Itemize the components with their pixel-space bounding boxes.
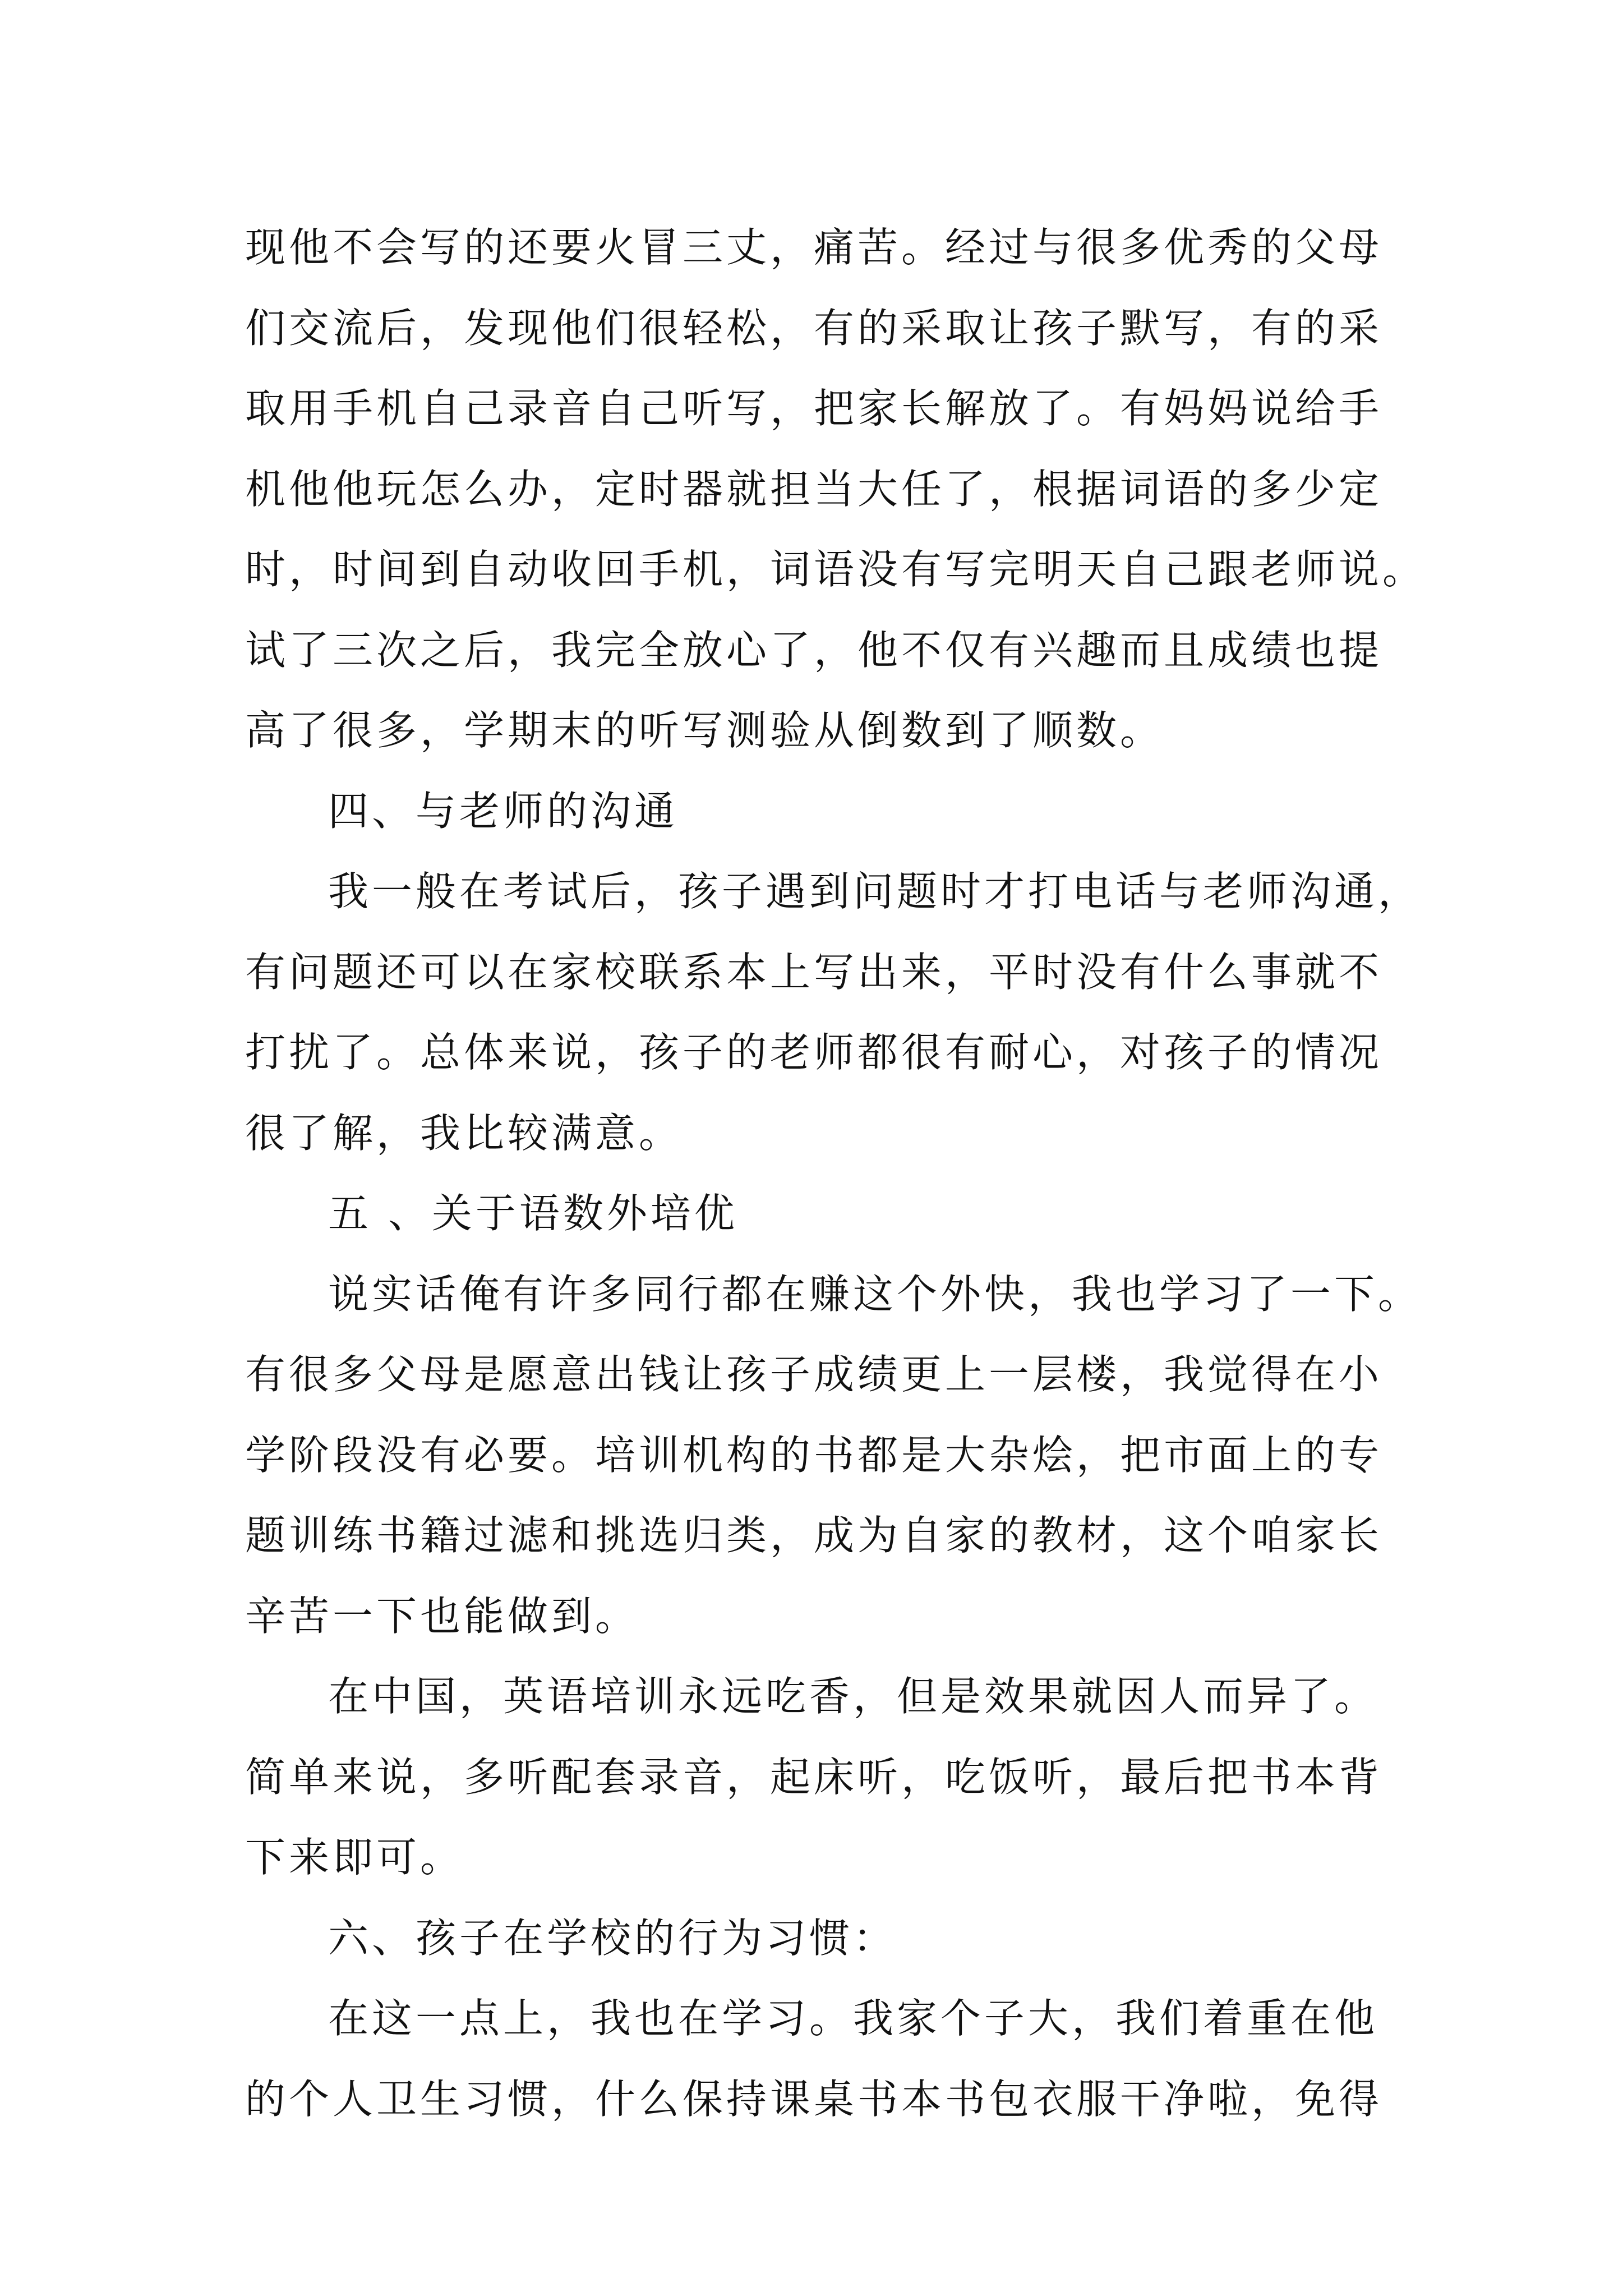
text-line: 在这一点上，我也在学习。我家个子大，我们着重在他 bbox=[328, 1995, 1378, 2042]
section-heading: 四、与老师的沟通 bbox=[328, 787, 679, 835]
section-heading: 六、孩子在学校的行为习惯： bbox=[328, 1914, 897, 1962]
text-line: 在中国，英语培训永远吃香，但是效果就因人而异了。 bbox=[328, 1673, 1378, 1720]
text-line: 很了解，我比较满意。 bbox=[245, 1109, 683, 1157]
text-line: 我一般在考试后，孩子遇到问题时才打电话与老师沟通， bbox=[328, 868, 1422, 915]
text-line: 说实话俺有许多同行都在赚这个外快，我也学习了一下。 bbox=[328, 1270, 1422, 1318]
text-line: 题训练书籍过滤和挑选归类，成为自家的教材，这个咱家长 bbox=[245, 1512, 1383, 1559]
section-heading: 五 、关于语数外培优 bbox=[328, 1190, 738, 1237]
text-line: 们交流后，发现他们很轻松，有的采取让孩子默写，有的采 bbox=[245, 304, 1383, 352]
text-line: 打扰了。总体来说，孩子的老师都很有耐心，对孩子的情况 bbox=[245, 1029, 1383, 1076]
text-line: 机他他玩怎么办，定时器就担当大任了，根据词语的多少定 bbox=[245, 465, 1383, 513]
text-line: 有问题还可以在家校联系本上写出来，平时没有什么事就不 bbox=[245, 948, 1383, 996]
text-line: 时，时间到自动收回手机，词语没有写完明天自己跟老师说。 bbox=[245, 546, 1427, 593]
text-line: 简单来说，多听配套录音，起床听，吃饭听，最后把书本背 bbox=[245, 1753, 1383, 1801]
text-line: 的个人卫生习惯，什么保持课桌书本书包衣服干净啦，免得 bbox=[245, 2075, 1383, 2123]
text-line: 取用手机自己录音自己听写，把家长解放了。有妈妈说给手 bbox=[245, 385, 1383, 432]
text-line: 辛苦一下也能做到。 bbox=[245, 1592, 639, 1640]
text-line: 下来即可。 bbox=[245, 1834, 464, 1881]
document-body bbox=[245, 208, 1427, 2139]
text-line: 现他不会写的还要火冒三丈，痛苦。经过与很多优秀的父母 bbox=[245, 224, 1383, 271]
text-line: 试了三次之后，我完全放心了，他不仅有兴趣而且成绩也提 bbox=[245, 626, 1383, 674]
text-line: 高了很多，学期末的听写测验从倒数到了顺数。 bbox=[245, 707, 1164, 754]
text-line: 学阶段没有必要。培训机构的书都是大杂烩，把市面上的专 bbox=[245, 1431, 1383, 1479]
text-line: 有很多父母是愿意出钱让孩子成绩更上一层楼，我觉得在小 bbox=[245, 1351, 1383, 1398]
